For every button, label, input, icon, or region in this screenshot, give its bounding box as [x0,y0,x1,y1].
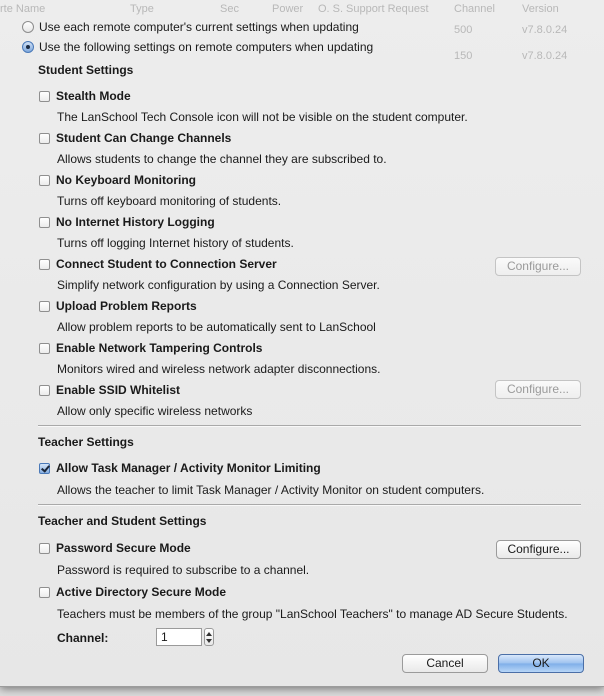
no-internet-history-description: Turns off logging Internet history of students. [57,236,294,250]
checkbox-no-internet-history-label: No Internet History Logging [56,215,215,229]
ghost-row2-channel: 150 [454,50,473,62]
checkbox-upload-problem-reports[interactable] [39,299,197,313]
checkbox-password-secure-mode-box[interactable] [39,543,50,554]
ghost-row1-channel: 500 [454,24,473,36]
checkbox-upload-problem-reports-label: Upload Problem Reports [56,299,197,313]
teacher-student-settings-heading: Teacher and Student Settings [38,514,207,528]
checkbox-stealth-mode-label: Stealth Mode [56,89,131,103]
separator-student-teacher [38,425,581,427]
checkbox-change-channels[interactable] [39,131,231,145]
ok-button[interactable]: OK [498,654,584,673]
checkbox-stealth-mode-box[interactable] [39,91,50,102]
channel-input[interactable]: 1 [156,628,202,646]
separator-teacher-both [38,504,581,506]
radio-following-settings-control[interactable] [22,41,34,53]
ghost-col-support: Support Request [346,3,429,15]
checkbox-task-manager-limiting-label: Allow Task Manager / Activity Monitor Limiting [56,461,321,475]
no-keyboard-monitoring-description: Turns off keyboard monitoring of students. [57,194,282,208]
password-secure-mode-description: Password is required to subscribe to a channel. [57,563,310,577]
checkbox-task-manager-limiting[interactable] [39,461,321,475]
checkbox-connection-server-box[interactable] [39,259,50,270]
checkbox-change-channels-box[interactable] [39,133,50,144]
ghost-col-version: Version [522,3,559,15]
configure-password-button[interactable]: Configure... [496,540,581,559]
checkbox-stealth-mode[interactable] [39,89,131,103]
upload-problem-reports-description: Allow problem reports to be automatically sent to LanSchool [57,320,376,334]
student-settings-heading: Student Settings [38,63,134,77]
stealth-mode-description: The LanSchool Tech Console icon will not be visible on the student computer. [57,110,468,124]
radio-current-settings-label: Use each remote computer's current settings when updating [39,20,359,34]
teacher-settings-heading: Teacher Settings [38,435,134,449]
radio-current-settings-control[interactable] [22,21,34,33]
change-channels-description: Allows students to change the channel they are subscribed to. [57,152,387,166]
configure-ssid-whitelist-button[interactable]: Configure... [495,380,581,399]
checkbox-no-keyboard-monitoring[interactable] [39,173,196,187]
task-manager-limiting-description: Allows the teacher to limit Task Manager / Activity Monitor on student computers. [57,483,485,497]
ssid-whitelist-description: Allow only specific wireless networks [57,404,253,418]
checkbox-connection-server[interactable] [39,257,277,271]
checkbox-ssid-whitelist[interactable] [39,383,180,397]
ghost-col-os: O. S. [318,3,344,15]
ghost-col-name: rte Name [0,3,46,15]
checkbox-connection-server-label: Connect Student to Connection Server [56,257,277,271]
checkbox-ssid-whitelist-label: Enable SSID Whitelist [56,383,181,397]
checkbox-network-tampering-label: Enable Network Tampering Controls [56,341,263,355]
checkbox-ad-secure-mode-box[interactable] [39,587,50,598]
checkbox-no-internet-history[interactable] [39,215,215,229]
checkbox-no-keyboard-monitoring-box[interactable] [39,175,50,186]
ghost-row1-version: v7.8.0.24 [522,24,568,36]
checkbox-upload-problem-reports-box[interactable] [39,301,50,312]
channel-stepper[interactable] [204,628,214,646]
ad-secure-mode-description: Teachers must be members of the group "LanSchool Teachers" to manage AD Secure Students. [57,607,568,621]
checkbox-task-manager-limiting-box[interactable] [39,463,50,474]
stepper-down-icon[interactable] [206,639,212,643]
checkbox-password-secure-mode[interactable] [39,541,191,555]
connection-server-description: Simplify network configuration by using a Connection Server. [57,278,380,292]
checkbox-change-channels-label: Student Can Change Channels [56,131,232,145]
checkbox-ad-secure-mode-label: Active Directory Secure Mode [56,585,227,599]
checkbox-ad-secure-mode[interactable] [39,585,226,599]
checkbox-password-secure-mode-label: Password Secure Mode [56,541,191,555]
checkbox-ssid-whitelist-box[interactable] [39,385,50,396]
network-tampering-description: Monitors wired and wireless network adapter disconnections. [57,362,381,376]
ghost-col-channel: Channel [454,3,495,15]
ghost-col-type: Type [130,3,154,15]
channel-label: Channel: [57,631,109,645]
checkbox-no-internet-history-box[interactable] [39,217,50,228]
radio-following-settings-label: Use the following settings on remote computers when updating [39,40,374,54]
radio-following-settings[interactable] [22,40,373,54]
stepper-up-icon[interactable] [206,632,212,636]
checkbox-no-keyboard-monitoring-label: No Keyboard Monitoring [56,173,196,187]
radio-current-settings[interactable] [22,20,359,34]
cancel-button[interactable]: Cancel [402,654,488,673]
configure-connection-server-button[interactable]: Configure... [495,257,581,276]
checkbox-network-tampering[interactable] [39,341,262,355]
checkbox-network-tampering-box[interactable] [39,343,50,354]
ghost-col-power: Power [272,3,304,15]
ghost-row2-version: v7.8.0.24 [522,50,568,62]
ghost-col-sec: Sec [220,3,239,15]
